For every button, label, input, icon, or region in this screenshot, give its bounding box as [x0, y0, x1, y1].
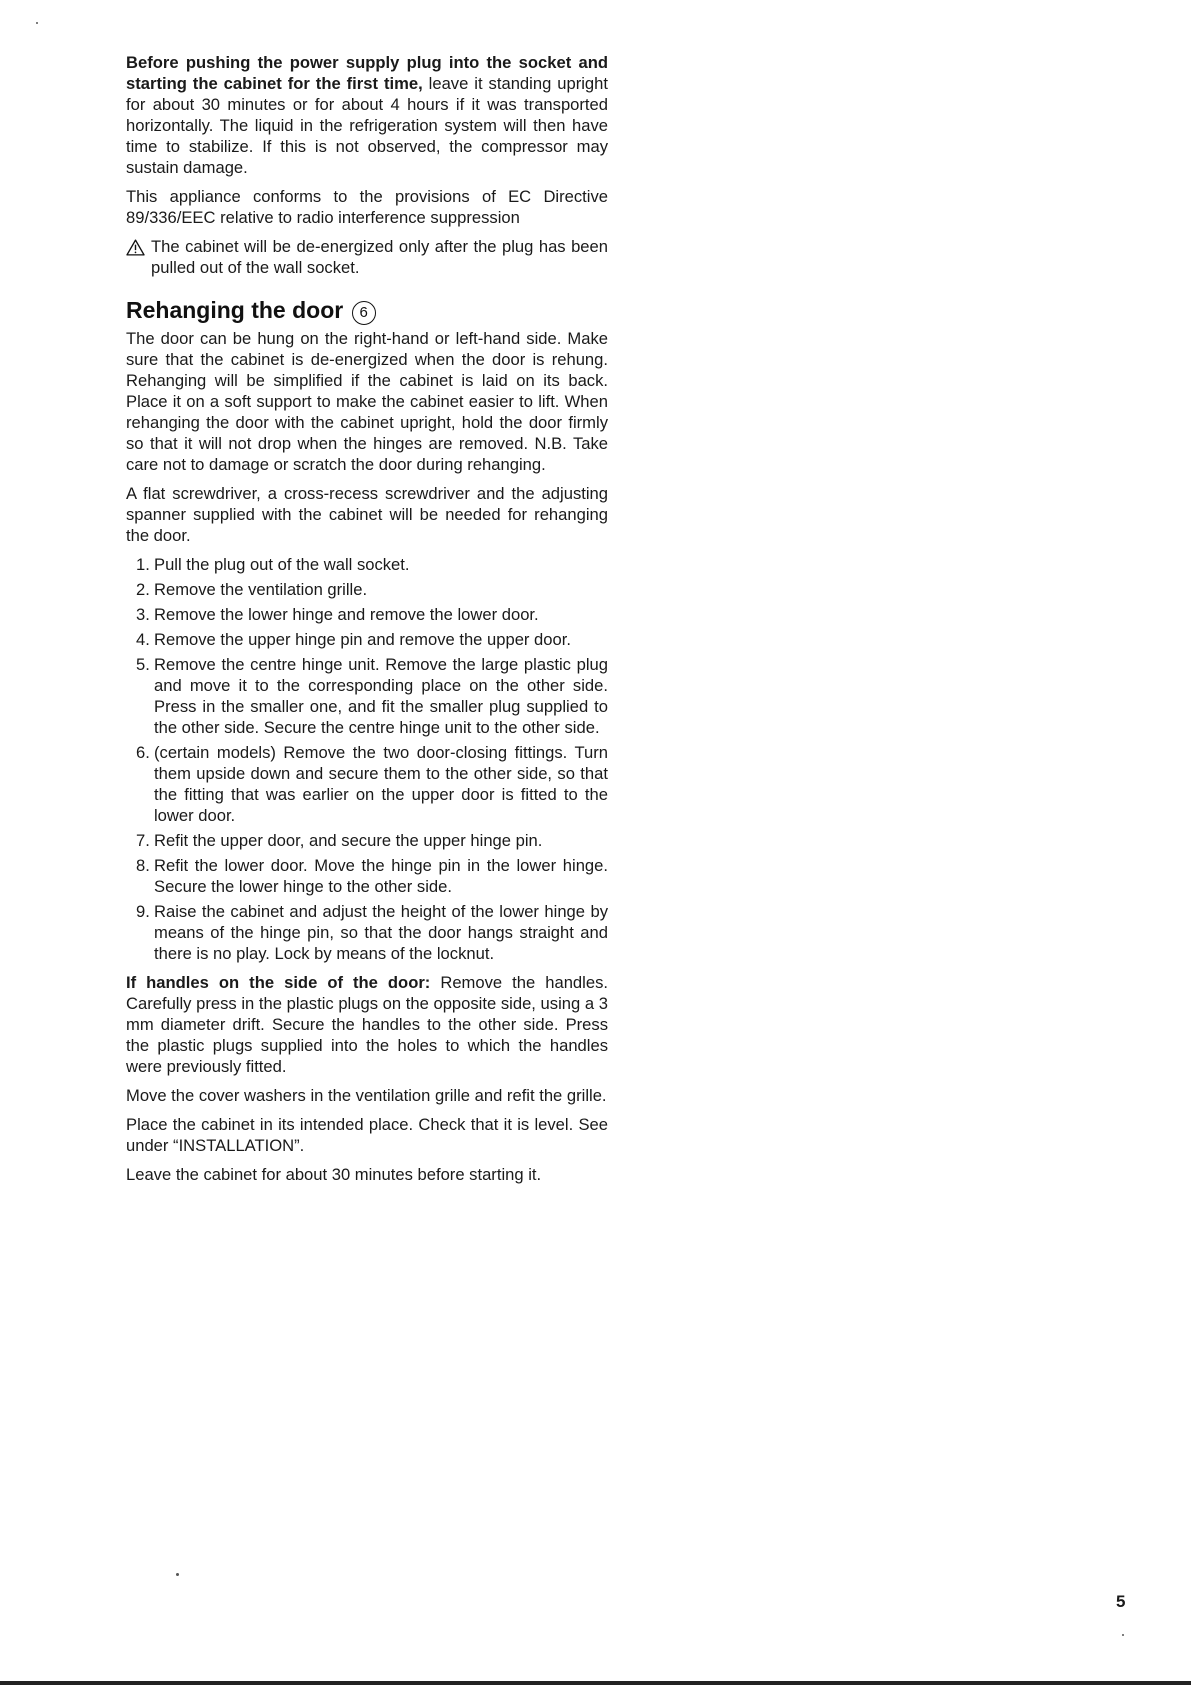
scan-speck: [1122, 1634, 1124, 1636]
list-item: [126, 901, 608, 964]
list-item: [126, 742, 608, 826]
ec-directive-paragraph: This appliance conforms to the provisions of EC Directive 89/336/EEC relative to radio interference suppression: [126, 187, 608, 227]
handles-paragraph: [126, 972, 608, 1077]
list-item: [126, 855, 608, 897]
scan-bottom-edge: [0, 1681, 1191, 1685]
leave-cabinet-paragraph: Leave the cabinet for about 30 minutes before starting it.: [126, 1165, 542, 1184]
page-text-column: [126, 52, 608, 1193]
list-item: [126, 830, 608, 851]
step-text: Raise the cabinet and adjust the height of the lower hinge by means of the hinge pin, so that the door hangs straight and there is no play. Lock by means of the locknut.: [154, 902, 608, 963]
list-item: [126, 629, 608, 650]
scan-speck: [36, 22, 38, 24]
list-item: [126, 654, 608, 738]
tools-paragraph: A flat screwdriver, a cross-recess screwdriver and the adjusting spanner supplied with the cabinet will be needed for rehanging the door.: [126, 484, 608, 545]
step-text: Refit the lower door. Move the hinge pin in the lower hinge. Secure the lower hinge to the other side.: [154, 856, 608, 896]
intro-bold-lead: Before pushing the power supply plug into the socket and starting the cabinet for the first time,: [126, 53, 608, 93]
step-number: 6.: [136, 743, 150, 762]
step-number: 2.: [136, 580, 150, 599]
step-text: (certain models) Remove the two door-closing fittings. Turn them upside down and secure them to the other side, so that the fitting that was earlier on the upper door is fitted to the lower door.: [154, 743, 608, 825]
section-heading-text: Rehanging the door: [126, 297, 344, 323]
step-number: 3.: [136, 605, 150, 624]
warning-text: The cabinet will be de-energized only after the plug has been pulled out of the wall socket.: [151, 237, 608, 277]
step-text: Pull the plug out of the wall socket.: [154, 555, 410, 574]
step-text: Refit the upper door, and secure the upper hinge pin.: [154, 831, 543, 850]
figure-reference-badge: 6: [352, 301, 376, 325]
step-number: 5.: [136, 655, 150, 674]
handles-bold-lead: If handles on the side of the door:: [126, 973, 431, 992]
rehang-steps-list: [126, 554, 608, 964]
scan-speck: [176, 1573, 179, 1576]
rehang-intro-paragraph: The door can be hung on the right-hand or left-hand side. Make sure that the cabinet is de-energized when the door is rehung. Rehanging will be simplified if the cabinet is laid on its back. Place it on a soft support to make the cabinet easier to lift. When rehanging the door with the cabinet upright, hold the door firmly so that it will not drop when the hinges are removed. N.B. Take care not to damage or scratch the door during rehanging.: [126, 329, 608, 474]
step-text: Remove the ventilation grille.: [154, 580, 368, 599]
step-number: 8.: [136, 856, 150, 875]
step-text: Remove the lower hinge and remove the lower door.: [154, 605, 539, 624]
section-heading: [126, 296, 608, 325]
step-text: Remove the centre hinge unit. Remove the large plastic plug and move it to the corresponding place on the other side. Press in the smaller one, and fit the smaller plug supplied to the other side. Secure the centre hinge unit to the other side.: [154, 655, 608, 737]
placement-paragraph: Place the cabinet in its intended place. Check that it is level. See under “INSTALLATION”.: [126, 1115, 608, 1155]
list-item: [126, 579, 608, 600]
step-text: Remove the upper hinge pin and remove the upper door.: [154, 630, 571, 649]
list-item: [126, 554, 608, 575]
warning-triangle-icon: [126, 239, 145, 256]
step-number: 4.: [136, 630, 150, 649]
intro-paragraph-text: leave it standing upright for about 30 minutes or for about 4 hours if it was transported horizontally. The liquid in the refrigeration system will then have time to stabilize. If this is not observed, the compressor may sustain damage.: [126, 74, 608, 177]
step-number: 7.: [136, 831, 150, 850]
step-number: 9.: [136, 902, 150, 921]
intro-paragraph: [126, 52, 608, 178]
step-number: 1.: [136, 555, 150, 574]
warning-note: [126, 236, 608, 278]
handles-paragraph-text: Remove the handles. Carefully press in the plastic plugs on the opposite side, using a 3 mm diameter drift. Secure the handles to the other side. Press the plastic plugs supplied into the holes to which the handles were previously fitted.: [126, 973, 608, 1076]
page-number: 5: [1116, 1592, 1126, 1611]
cover-washers-paragraph: Move the cover washers in the ventilation grille and refit the grille.: [126, 1086, 607, 1105]
list-item: [126, 604, 608, 625]
